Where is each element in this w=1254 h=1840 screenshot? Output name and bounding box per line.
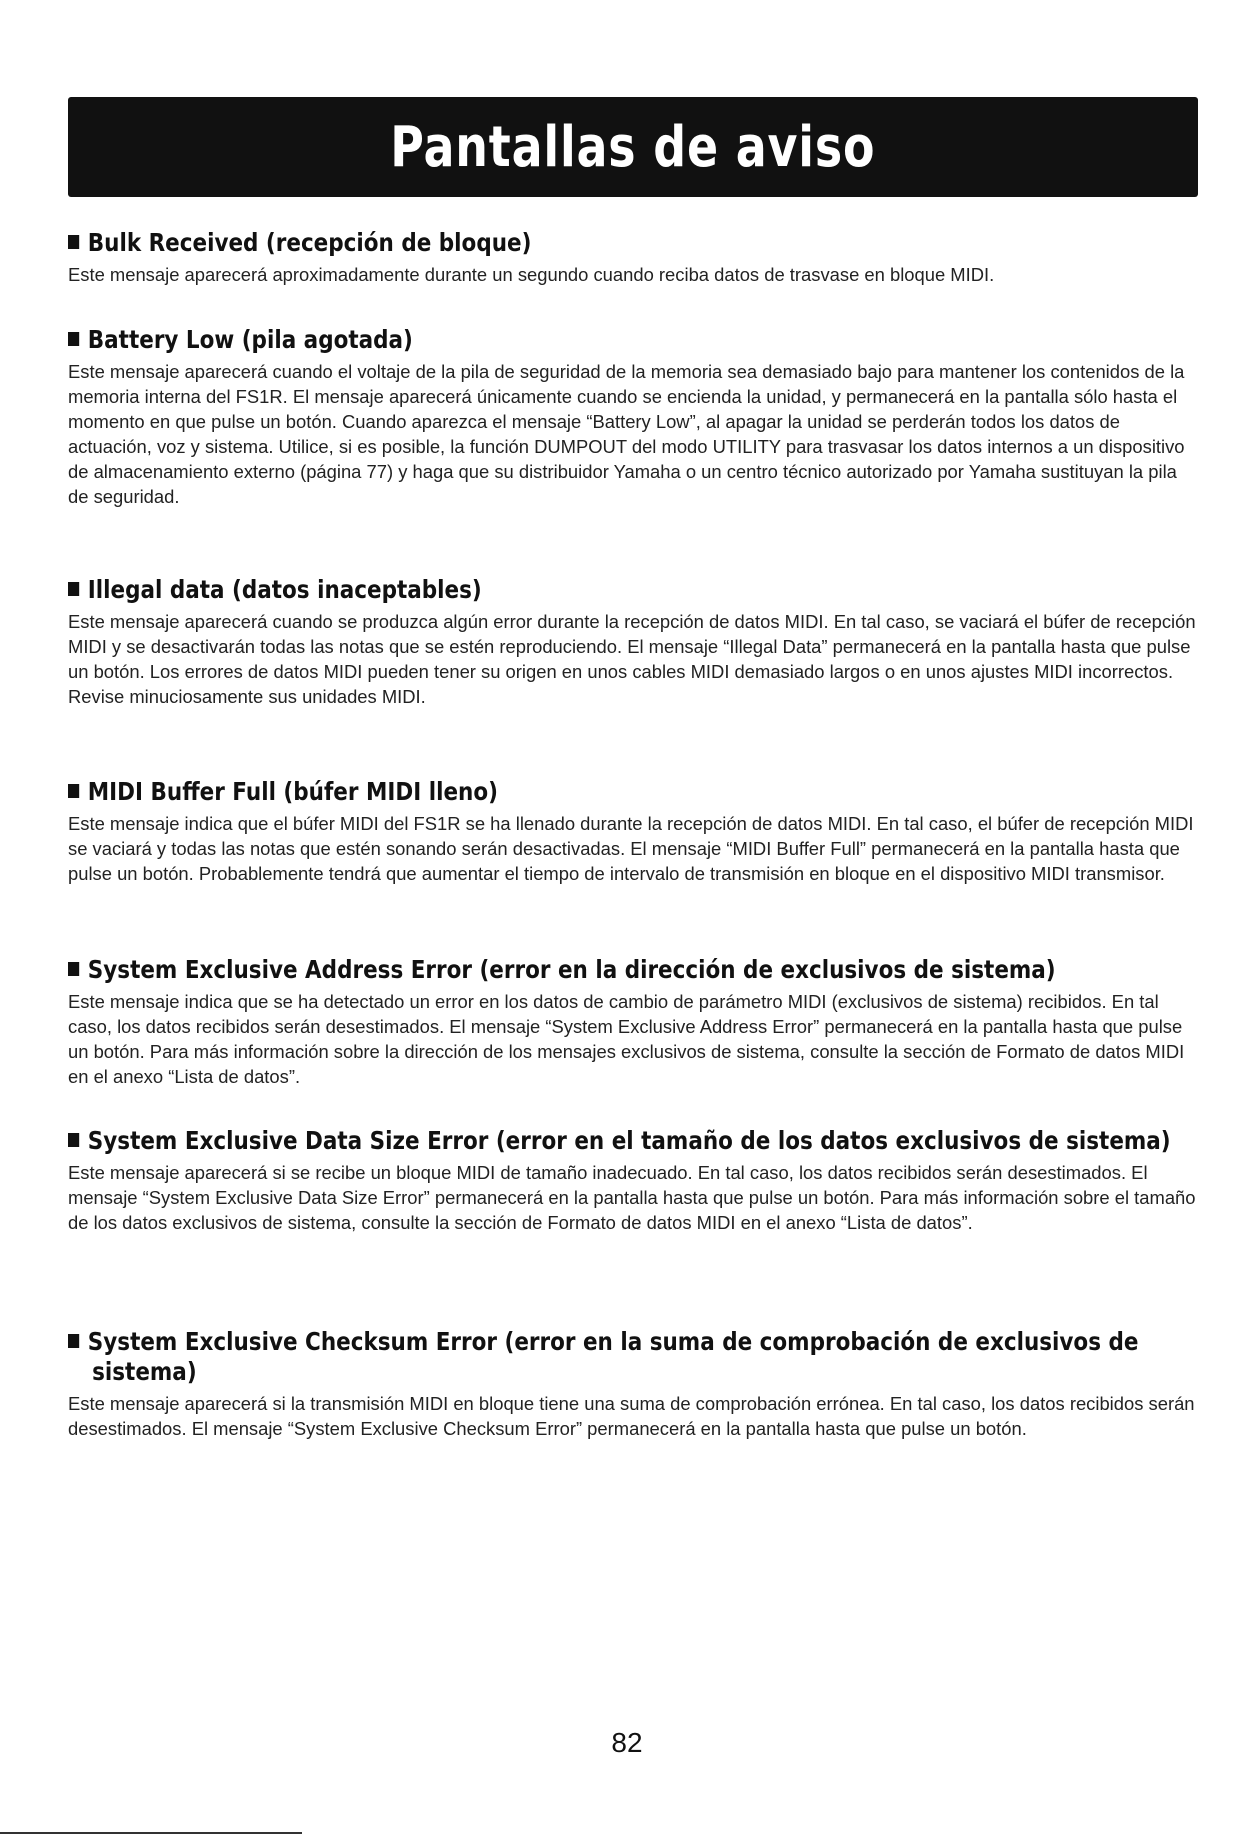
section-body: Este mensaje aparecerá si la transmisión MIDI en bloque tiene una suma de comprobación errónea. En tal caso, los datos recibidos serán desestimados. El mensaje “System Exclusive Checksum Error” permanecerá en la pantalla hasta que pulse un botón. [68, 1393, 1195, 1439]
section-heading [68, 1327, 1186, 1387]
section-heading-text: System Exclusive Address Error (error en la dirección de exclusivos de sistema) [87, 955, 1056, 984]
section-sysex-checksum-error [68, 1327, 1198, 1441]
section-body: Este mensaje aparecerá cuando el voltaje de la pila de seguridad de la memoria sea demasiado bajo para mantener los contenidos de la memoria interna del FS1R. El mensaje aparecerá únicamente cuando se encienda la unidad, y permanecerá en la pantalla sólo hasta el momento en que pulse un botón. Cuando aparezca el mensaje “Battery Low”, al apagar la unidad se perderán todos los datos de actuación, voz y sistema. Utilice, si es posible, la función DUMPOUT del modo UTILITY para trasvasar los datos internos a un dispositivo de almacenamiento externo (página 77) y haga que su distribuidor Yamaha o un centro técnico autorizado por Yamaha sustituyan la pila de seguridad. [68, 361, 1185, 507]
section-sysex-address-error [68, 955, 1198, 1089]
title-banner [68, 97, 1198, 197]
square-bullet-icon [68, 1334, 79, 1348]
section-heading-continuation: sistema) [92, 1357, 197, 1386]
section-battery-low [68, 325, 1198, 509]
section-body: Este mensaje indica que el búfer MIDI del FS1R se ha llenado durante la recepción de datos MIDI. En tal caso, el búfer de recepción MIDI se vaciará y todas las notas que estén sonando serán desactivadas. El mensaje “MIDI Buffer Full” permanecerá en la pantalla hasta que pulse un botón. Probablemente tendrá que aumentar el tiempo de intervalo de transmisión en bloque en el dispositivo MIDI transmisor. [68, 813, 1194, 884]
section-heading [68, 228, 1040, 258]
section-illegal-data [68, 575, 1198, 709]
section-heading-text: MIDI Buffer Full (búfer MIDI lleno) [87, 777, 498, 806]
section-heading-text: Battery Low (pila agotada) [87, 325, 413, 354]
section-midi-buffer-full [68, 777, 1198, 886]
section-heading-text: System Exclusive Data Size Error (error en el tamaño de los datos exclusivos de sistema) [87, 1126, 1171, 1155]
square-bullet-icon [68, 1133, 79, 1147]
square-bullet-icon [68, 962, 79, 976]
section-heading [68, 1126, 1171, 1156]
section-heading [68, 955, 1056, 985]
section-heading [68, 575, 1040, 605]
square-bullet-icon [68, 332, 79, 346]
square-bullet-icon [68, 784, 79, 798]
section-heading [68, 777, 1040, 807]
section-heading-text: Bulk Received (recepción de bloque) [87, 228, 532, 257]
section-sysex-data-size-error [68, 1126, 1198, 1235]
page-number: 82 [611, 1727, 643, 1758]
square-bullet-icon [68, 582, 79, 596]
section-body: Este mensaje aparecerá cuando se produzca algún error durante la recepción de datos MIDI. En tal caso, se vaciará el búfer de recepción MIDI y se desactivarán todas las notas que se estén reproduciendo. El mensaje “Illegal Data” permanecerá en la pantalla hasta que pulse un botón. Los errores de datos MIDI pueden tener su origen en unos cables MIDI demasiado largos o en unos ajustes MIDI incorrectos. Revise minuciosamente sus unidades MIDI. [68, 611, 1196, 707]
bottom-divider [0, 1832, 302, 1834]
section-heading-text: System Exclusive Checksum Error (error en la suma de comprobación de exclusivos de [87, 1327, 1139, 1356]
section-body: Este mensaje aparecerá aproximadamente durante un segundo cuando reciba datos de trasvase en bloque MIDI. [68, 264, 995, 285]
section-heading-text: Illegal data (datos inaceptables) [87, 575, 482, 604]
section-body: Este mensaje aparecerá si se recibe un bloque MIDI de tamaño inadecuado. En tal caso, los datos recibidos serán desestimados. El mensaje “System Exclusive Data Size Error” permanecerá en la pantalla hasta que pulse un botón. Para más información sobre el tamaño de los datos exclusivos de sistema, consulte la sección de Formato de datos MIDI en el anexo “Lista de datos”. [68, 1162, 1196, 1233]
square-bullet-icon [68, 235, 79, 249]
section-heading [68, 325, 1040, 355]
page-title: Pantallas de aviso [390, 114, 876, 180]
section-body: Este mensaje indica que se ha detectado un error en los datos de cambio de parámetro MIDI (exclusivos de sistema) recibidos. En tal caso, los datos recibidos serán desestimados. El mensaje “System Exclusive Address Error” permanecerá en la pantalla hasta que pulse un botón. Para más información sobre la dirección de los mensajes exclusivos de sistema, consulte la sección de Formato de datos MIDI en el anexo “Lista de datos”. [68, 991, 1185, 1087]
section-bulk-received [68, 228, 1198, 287]
